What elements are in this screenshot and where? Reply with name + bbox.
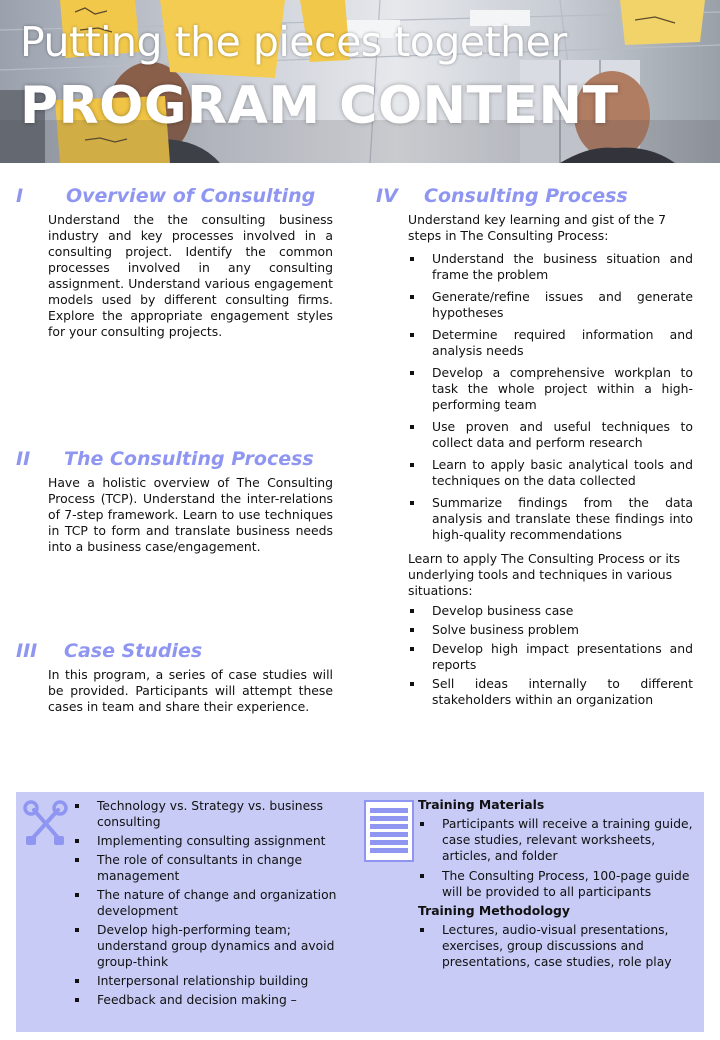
bullet-icon [410,647,414,651]
steps-list [408,251,693,543]
situations-list [408,603,693,708]
section-1-number: I [16,185,24,207]
materials-block [418,797,700,970]
list-item: Develop high-performing team; understand group dynamics and avoid group-think [73,922,363,970]
list-item: Technology vs. Strategy vs. business consulting [73,798,363,830]
topics-list [73,798,363,1008]
page-title: PROGRAM CONTENT [20,76,619,136]
bullet-icon [410,425,414,429]
bullet-icon [75,839,79,843]
bullet-icon [410,628,414,632]
bullet-icon [410,333,414,337]
bullet-icon [410,609,414,613]
bullet-icon [410,295,414,299]
section-2-heading [16,448,314,470]
summary-panel [16,792,704,1032]
section-4-title: Consulting Process [424,185,628,207]
list-item: Generate/refine issues and generate hypotheses [408,289,693,321]
materials-heading: Training Materials [418,797,545,812]
header-banner [0,0,720,163]
list-item: Feedback and decision making – [73,992,363,1008]
bullet-icon [410,682,414,686]
section-2-body: Have a holistic overview of The Consulting Process (TCP). Understand the inter-relations of 7-step framework. Learn to use techniques in TCP to form and translate business needs into a business case/engagement. [48,475,333,554]
section-4-number: IV [376,185,398,207]
list-item: Learn to apply basic analytical tools and techniques on the data collected [408,457,693,489]
bullet-icon [420,928,424,932]
section-1-body: Understand the the consulting business industry and key processes involved in a consulting project. Identify the common processes involved in any consulting assignment. Understand various engagement models used by different consulting firms. Explore the appropriate engagement styles for your consulting projects. [48,212,333,339]
section-3-body: In this program, a series of case studies will be provided. Participants will attempt these cases in team and share their experience. [48,667,333,714]
list-item: Understand the business situation and frame the problem [408,251,693,283]
list-item: The nature of change and organization development [73,887,363,919]
list-item: Develop high impact presentations and reports [408,641,693,673]
list-item: The Consulting Process, 100-page guide will be provided to all participants [418,868,700,900]
section-4-intro: Understand key learning and gist of the 7 steps in The Consulting Process: [408,212,667,243]
apply-intro: Learn to apply The Consulting Process or its underlying tools and techniques in various situations: [408,551,681,598]
section-2-number: II [16,448,31,470]
bullet-icon [75,893,79,897]
list-item: Implementing consulting assignment [73,833,363,849]
banner-subtitle: Putting the pieces together [20,18,567,66]
list-item: Use proven and useful techniques to collect data and perform research [408,419,693,451]
methodology-list [418,922,700,970]
bullet-icon [75,998,79,1002]
section-3-heading [16,640,202,662]
list-item: Develop a comprehensive workplan to task the whole project within a high-performing team [408,365,693,413]
list-item: Solve business problem [408,622,693,638]
section-3-number: III [16,640,38,662]
bullet-icon [75,858,79,862]
bullet-icon [410,257,414,261]
section-2-title: The Consulting Process [64,448,314,470]
list-item: Determine required information and analysis needs [408,327,693,359]
section-1-heading [16,185,315,207]
list-item: Interpersonal relationship building [73,973,363,989]
bullet-icon [420,874,424,878]
methodology-heading: Training Methodology [418,903,570,918]
materials-list [418,816,700,900]
list-item: The role of consultants in change management [73,852,363,884]
bullet-icon [75,928,79,932]
list-item: Develop business case [408,603,693,619]
tools-icon [22,800,68,848]
bullet-icon [420,822,424,826]
bullet-icon [410,371,414,375]
bullet-icon [75,804,79,808]
section-1-title: Overview of Consulting [66,185,316,207]
document-icon [364,800,414,862]
list-item: Participants will receive a training guide, case studies, relevant worksheets, articles, and folder [418,816,700,864]
bullet-icon [410,463,414,467]
bullet-icon [410,501,414,505]
section-4-heading [376,185,628,207]
bullet-icon [75,979,79,983]
section-3-title: Case Studies [64,640,203,662]
list-item: Lectures, audio-visual presentations, exercises, group discussions and presentations, case studies, role play [418,922,700,970]
list-item: Sell ideas internally to different stakeholders within an organization [408,676,693,708]
list-item: Summarize findings from the data analysis and translate these findings into high-quality recommendations [408,495,693,543]
